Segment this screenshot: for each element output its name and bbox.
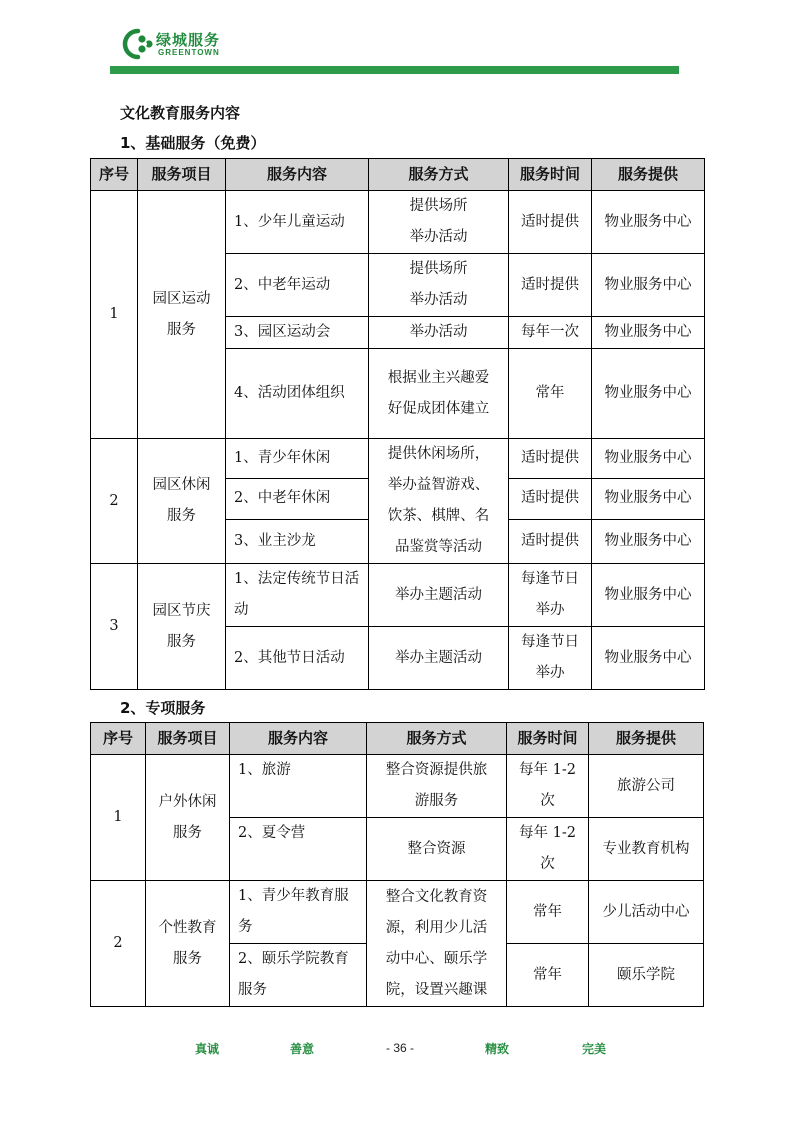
column-header: 服务内容 [226,159,369,191]
service-time: 每年 1-2 次 [507,818,589,881]
table-row [91,755,704,818]
footer-motto: 善意 [290,1042,315,1056]
service-time: 适时提供 [509,191,592,254]
row-number: 1 [91,191,138,439]
page-number: - 36 - [386,1041,415,1055]
column-header: 服务方式 [369,159,509,191]
service-time: 适时提供 [509,254,592,317]
service-item: 园区休闲 服务 [138,439,226,564]
service-time: 常年 [507,944,589,1007]
table-row [91,191,705,254]
service-provider: 物业服务中心 [592,191,705,254]
service-content: 1、青少年教育服 务 [230,881,367,944]
service-content: 3、业主沙龙 [226,519,369,563]
column-header: 服务方式 [367,723,507,755]
footer-motto: 精致 [485,1042,510,1056]
service-item: 园区节庆 服务 [138,564,226,690]
column-header: 服务项目 [146,723,230,755]
table-row [91,564,705,627]
service-item: 户外休闲 服务 [146,755,230,881]
service-content: 1、青少年休闲 [226,439,369,479]
service-content: 4、活动团体组织 [226,349,369,439]
service-method: 整合资源提供旅 游服务 [367,755,507,818]
service-provider: 专业教育机构 [589,818,704,881]
service-method: 举办主题活动 [369,564,509,627]
service-provider: 物业服务中心 [592,564,705,627]
service-method: 整合资源 [367,818,507,881]
service-time: 适时提供 [509,439,592,479]
section-2-heading: 2、专项服务 [120,699,206,717]
service-time: 每年 1-2 次 [507,755,589,818]
service-content: 1、旅游 [230,755,367,818]
brand-name-cn: 绿城服务 [156,31,221,49]
brand-name-en: GREENTOWN [158,48,220,57]
service-provider: 物业服务中心 [592,519,705,563]
service-content: 2、中老年休闲 [226,479,369,519]
service-item: 个性教育 服务 [146,881,230,1007]
service-time: 适时提供 [509,479,592,519]
greentown-logo-icon [118,28,158,60]
column-header: 服务提供 [589,723,704,755]
table-row [91,881,704,944]
basic-services-table [90,158,705,690]
column-header: 服务时间 [509,159,592,191]
service-item: 园区运动 服务 [138,191,226,439]
service-time: 常年 [507,881,589,944]
service-method: 根据业主兴趣爱 好促成团体建立 [369,349,509,439]
service-provider: 物业服务中心 [592,349,705,439]
column-header: 服务时间 [507,723,589,755]
service-method: 整合文化教育资 源，利用少儿活 动中心、颐乐学 院，设置兴趣课 [367,881,507,1007]
table-row [91,439,705,479]
service-content: 1、少年儿童运动 [226,191,369,254]
table-header-row [91,159,705,191]
footer-motto: 完美 [582,1042,607,1056]
service-provider: 物业服务中心 [592,479,705,519]
row-number: 1 [91,755,146,881]
service-content: 3、园区运动会 [226,317,369,349]
section-1-heading: 1、基础服务（免费） [120,134,266,152]
service-provider: 物业服务中心 [592,317,705,349]
company-logo [118,24,228,64]
service-content: 2、中老年运动 [226,254,369,317]
service-method: 提供场所 举办活动 [369,254,509,317]
service-provider: 物业服务中心 [592,627,705,690]
page-footer [0,1040,793,1060]
service-provider: 物业服务中心 [592,439,705,479]
service-provider: 旅游公司 [589,755,704,818]
service-content: 2、其他节日活动 [226,627,369,690]
service-content: 2、颐乐学院教育 服务 [230,944,367,1007]
service-provider: 颐乐学院 [589,944,704,1007]
column-header: 序号 [91,159,138,191]
service-time: 适时提供 [509,519,592,563]
header-divider [110,66,679,74]
service-content: 2、夏令营 [230,818,367,881]
table-header-row [91,723,704,755]
footer-motto: 真诚 [195,1042,220,1056]
service-method: 提供场所 举办活动 [369,191,509,254]
service-content: 1、法定传统节日活 动 [226,564,369,627]
column-header: 服务项目 [138,159,226,191]
service-time: 常年 [509,349,592,439]
service-provider: 物业服务中心 [592,254,705,317]
service-time: 每逢节日 举办 [509,627,592,690]
column-header: 服务提供 [592,159,705,191]
page-title: 文化教育服务内容 [120,104,241,122]
service-method: 举办主题活动 [369,627,509,690]
service-provider: 少儿活动中心 [589,881,704,944]
row-number: 3 [91,564,138,690]
row-number: 2 [91,439,138,564]
column-header: 服务内容 [230,723,367,755]
service-method: 举办活动 [369,317,509,349]
service-time: 每逢节日 举办 [509,564,592,627]
special-services-table [90,722,704,1007]
column-header: 序号 [91,723,146,755]
service-method: 提供休闲场所， 举办益智游戏、 饮茶、棋牌、名 品鉴赏等活动 [369,439,509,564]
service-time: 每年一次 [509,317,592,349]
row-number: 2 [91,881,146,1007]
